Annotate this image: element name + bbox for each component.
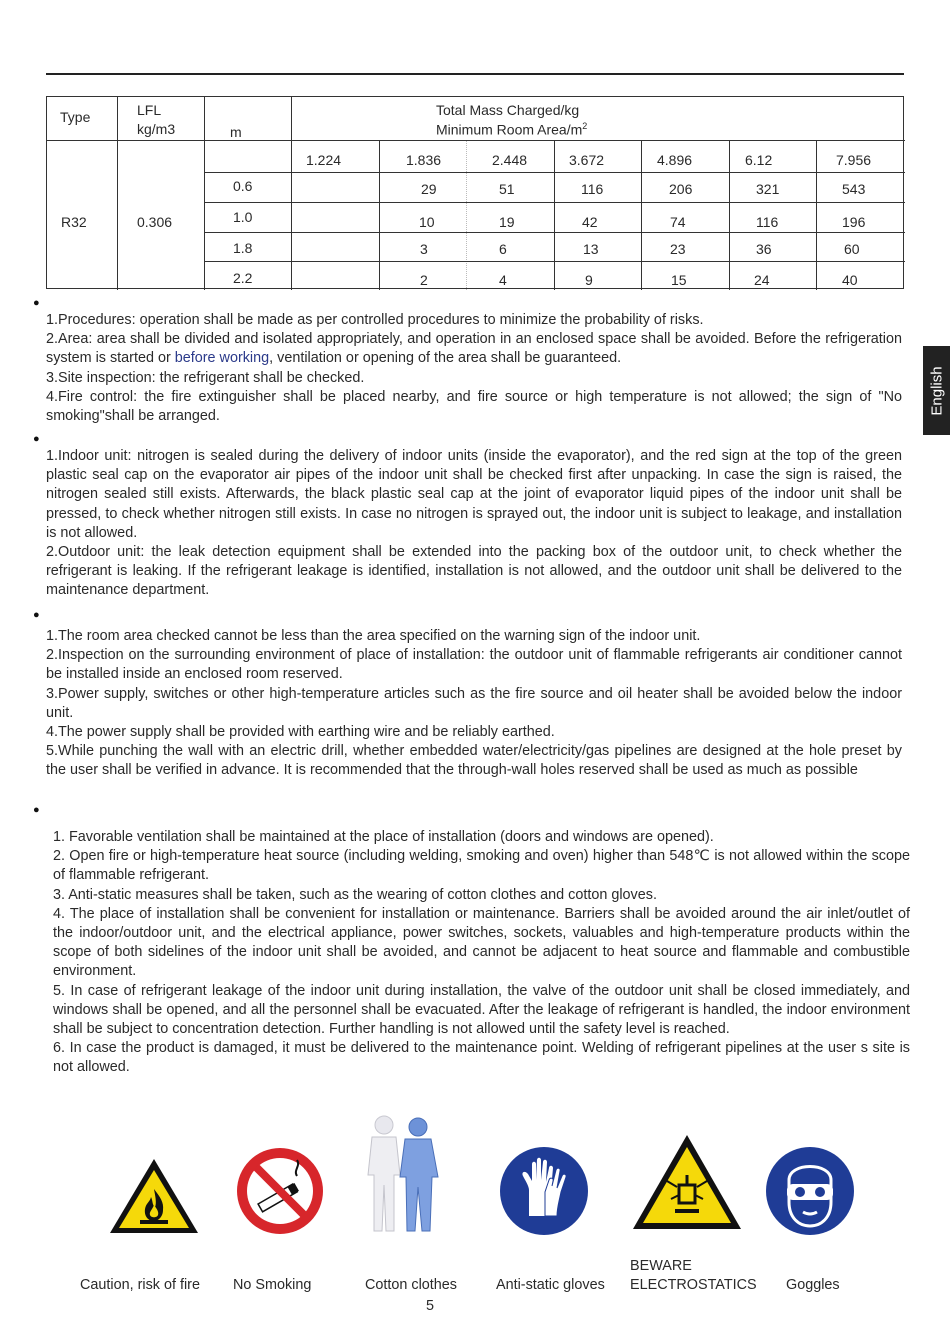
paragraph: 1.Procedures: operation shall be made as per controlled procedures to minimize the probability of risks. xyxy=(46,312,704,328)
section-bullet: ● xyxy=(33,297,40,309)
fire-warning-icon xyxy=(108,1157,200,1235)
area-value: 10 xyxy=(419,214,435,230)
paragraph: 3.Site inspection: the refrigerant shall be checked. xyxy=(46,369,365,386)
height-value: 2.2 xyxy=(233,270,253,286)
area-value: 543 xyxy=(842,181,866,197)
area-value: 29 xyxy=(421,181,437,197)
area-value: 2 xyxy=(420,272,428,288)
language-tab-label: English xyxy=(928,365,945,416)
page-number: 5 xyxy=(425,1298,434,1314)
header-rule xyxy=(46,73,904,75)
area-value: 51 xyxy=(499,181,515,197)
section-site-check xyxy=(46,627,902,781)
refrigerant-table xyxy=(46,96,904,289)
paragraph: 5.While punching the wall with an electric drill, whether embedded water/electricity/gas pipelines are designed at the hole preset by the user shall be verified in advance. It is recommended that the through-wall holes reserved shall be used as much as possible xyxy=(46,743,902,779)
section-leak-check xyxy=(46,447,902,601)
paragraph: 1.The room area checked cannot be less than the area specified on the warning sign of the indoor unit. xyxy=(46,628,701,644)
caption-electrostatics: ELECTROSTATICS xyxy=(630,1277,757,1293)
paragraph: 1.Indoor unit: nitrogen is sealed during the delivery of indoor units (inside the evaporator), and the red sign at the top of the green plastic seal cap on the evaporator air pipes of the indoor unit shall be checked first after unpacking. In case the sign is raised, the nitrogen sealed still exists. Afterwards, the black plastic seal cap at the joint of evaporator liquid pipes of the indoor unit shall be pressed, to check whether nitrogen still exists. In case no nitrogen is sprayed out, the indoor unit is subject to leakage, and installation is not allowed. xyxy=(46,448,902,541)
cotton-clothes-icon xyxy=(360,1113,446,1239)
no-smoking-icon xyxy=(235,1146,325,1236)
mass-value: 3.672 xyxy=(569,152,605,168)
mass-value: 7.956 xyxy=(836,152,872,168)
height-value: 0.6 xyxy=(233,178,253,194)
area-value: 19 xyxy=(499,214,515,230)
area-value: 196 xyxy=(842,214,866,230)
paragraph: 6. In case the product is damaged, it must be delivered to the maintenance point. Welding of refrigerant pipelines at the user s site is not allowed. xyxy=(53,1040,910,1076)
header-lfl: LFL xyxy=(137,102,162,118)
paragraph: 2.Area: area shall be divided and isolated appropriately, and operation in an enclosed space shall be avoided. Before the refrigeration system is started or before working, ventilation or opening of the area shall be guaranteed. xyxy=(46,331,902,367)
section-bullet: ● xyxy=(33,609,40,621)
header-min-room-area: Minimum Room Area/$m^2$ xyxy=(436,121,588,138)
height-value: 1.8 xyxy=(233,240,253,256)
paragraph: 1. Favorable ventilation shall be maintained at the place of installation (doors and windows are opened). xyxy=(53,829,714,845)
area-value: 42 xyxy=(582,214,598,230)
electrostatic-warning-icon xyxy=(631,1133,743,1231)
caption-goggles: Goggles xyxy=(786,1277,840,1293)
mass-value: 1.836 xyxy=(406,152,442,168)
header-type: Type xyxy=(60,109,91,125)
mass-value: 1.224 xyxy=(306,152,342,168)
area-value: 15 xyxy=(671,272,687,288)
gloves-icon xyxy=(499,1146,589,1236)
area-value: 4 xyxy=(499,272,507,288)
lfl-value: 0.306 xyxy=(137,214,173,230)
area-value: 13 xyxy=(583,241,599,257)
paragraph: 5. In case of refrigerant leakage of the indoor unit during installation, the valve of the outdoor unit shall be closed immediately, and windows shall be opened, and all the personnel shall be evacuated. After the leakage of refrigerant is handled, the indoor environment shall be subject to concentration detection. Further handling is not allowed until the safety level is reached. xyxy=(53,982,910,1038)
paragraph: 3.Power supply, switches or other high-temperature articles such as the fire source and oil heater shall be avoided below the indoor unit. xyxy=(46,685,902,721)
area-value: 116 xyxy=(581,181,604,197)
header-total-mass: Total Mass Charged/kg xyxy=(436,102,580,118)
mass-value: 4.896 xyxy=(657,152,693,168)
area-value: 74 xyxy=(670,214,686,230)
area-value: 206 xyxy=(669,181,693,197)
paragraph: 2.Inspection on the surrounding environment of place of installation: the outdoor unit of flammable refrigerants air conditioner cannot be installed inside an enclosed room reserved. xyxy=(46,647,902,683)
area-value: 23 xyxy=(670,241,686,257)
paragraph: 3. Anti-static measures shall be taken, such as the wearing of cotton clothes and cotton gloves. xyxy=(53,886,657,903)
mass-value: 2.448 xyxy=(492,152,528,168)
header-lfl-unit: kg/m3 xyxy=(137,121,176,137)
section-installation-principles xyxy=(53,828,910,1078)
area-value: 60 xyxy=(844,241,860,257)
header-height: m xyxy=(230,124,242,140)
goggles-icon xyxy=(765,1146,855,1236)
area-value: 40 xyxy=(842,272,858,288)
area-value: 3 xyxy=(420,241,428,257)
area-value: 321 xyxy=(756,181,780,197)
language-tab[interactable] xyxy=(923,346,950,435)
section-prevention xyxy=(46,311,902,426)
paragraph: 2. Open fire or high-temperature heat source (including welding, smoking and oven) higher than 548℃ is not allowed within the scope of flammable refrigerant. xyxy=(53,848,910,884)
area-value: 24 xyxy=(754,272,770,288)
area-value: 116 xyxy=(756,214,779,230)
section-bullet: ● xyxy=(33,804,40,816)
caption-no-smoking: No Smoking xyxy=(233,1277,312,1293)
caption-beware: BEWARE xyxy=(630,1258,692,1274)
mass-value: 6.12 xyxy=(745,152,773,168)
paragraph: 4. The place of installation shall be convenient for installation or maintenance. Barriers shall be avoided around the air inlet/outlet of the indoor/outdoor unit, and the electrical appliance, power switches, sockets, valuables and high-temperature products within the scope of both sidelines of the indoor unit shall be avoided, and cannot be adjacent to heat source and flammable and combustible environment. xyxy=(53,905,910,980)
area-value: 6 xyxy=(499,241,507,257)
caption-fire: Caution, risk of fire xyxy=(80,1277,200,1293)
section-bullet: ● xyxy=(33,433,40,445)
paragraph: 4.Fire control: the fire extinguisher shall be placed nearby, and fire source or high temperature is not allowed; the sign of "No smoking"shall be arranged. xyxy=(46,388,902,425)
caption-cotton-clothes: Cotton clothes xyxy=(365,1277,457,1293)
paragraph: 2.Outdoor unit: the leak detection equipment shall be extended into the packing box of the outdoor unit, to check whether the refrigerant is leaking. If the refrigerant leakage is identified, installation is not allowed, and the outdoor unit shall be delivered to the maintenance department. xyxy=(46,544,902,599)
height-value: 1.0 xyxy=(233,209,253,225)
area-value: 9 xyxy=(585,272,593,288)
area-value: 36 xyxy=(756,241,772,257)
type-value: R32 xyxy=(61,214,87,230)
paragraph: 4.The power supply shall be provided with earthing wire and be reliably earthed. xyxy=(46,724,555,741)
caption-gloves: Anti-static gloves xyxy=(496,1277,605,1293)
